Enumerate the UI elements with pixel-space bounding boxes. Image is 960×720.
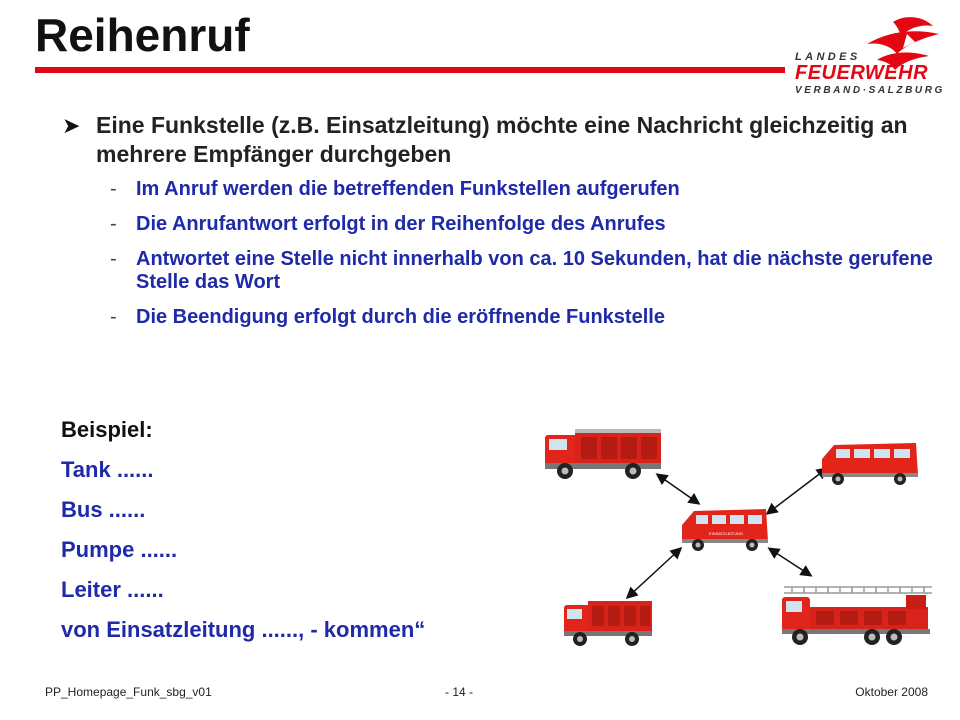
link-arrow bbox=[770, 549, 810, 575]
pump-truck-icon bbox=[564, 601, 652, 646]
link-arrow bbox=[628, 549, 680, 597]
sub-bullet bbox=[110, 213, 950, 236]
footer-date: Oktober 2008 bbox=[855, 685, 928, 699]
landesfeuerwehr-logo bbox=[795, 14, 955, 100]
sub-bullet-text: Die Beendigung erfolgt durch die eröffnende Funkstelle bbox=[136, 306, 665, 328]
logo-bottom-text: VERBAND·SALZBURG bbox=[795, 85, 945, 96]
bus-van-icon bbox=[822, 443, 918, 485]
command-van-label: EINSATZLEITUNG bbox=[709, 531, 743, 536]
sub-bullet bbox=[110, 306, 950, 329]
radio-call-diagram bbox=[530, 415, 950, 655]
title-underline bbox=[35, 67, 785, 73]
sub-bullet-text: Die Anrufantwort erfolgt in der Reihenfolge des Anrufes bbox=[136, 213, 666, 235]
arrow-bullet-icon: ➤ bbox=[62, 113, 81, 138]
logo-main-text: FEUERWEHR bbox=[795, 62, 929, 84]
slide-title: Reihenruf bbox=[35, 9, 250, 61]
logo-top-text: LANDES bbox=[795, 51, 861, 63]
example-line: von Einsatzleitung ......, - kommen“ bbox=[61, 617, 426, 642]
sub-bullet bbox=[110, 248, 950, 294]
example-line: Bus ...... bbox=[61, 497, 146, 522]
example-heading: Beispiel: bbox=[61, 417, 153, 442]
example-line: Pumpe ...... bbox=[61, 537, 178, 562]
dash-bullet: - bbox=[110, 248, 117, 270]
ladder-truck-icon bbox=[782, 587, 932, 645]
link-arrow bbox=[768, 469, 826, 513]
main-bullet-text: Eine Funkstelle (z.B. Einsatzleitung) möchte eine Nachricht gleichzeitig an mehrere Empfänger durchgeben bbox=[96, 112, 908, 167]
sub-bullet-text: Im Anruf werden die betreffenden Funkstellen aufgerufen bbox=[136, 178, 680, 200]
dash-bullet: - bbox=[110, 213, 117, 235]
tank-truck-icon bbox=[545, 429, 661, 479]
dash-bullet: - bbox=[110, 178, 117, 200]
sub-bullet-list bbox=[110, 178, 950, 341]
footer-page-number: - 14 - bbox=[445, 685, 474, 699]
main-bullet bbox=[62, 111, 942, 169]
dash-bullet: - bbox=[110, 306, 117, 328]
example-block bbox=[61, 418, 425, 658]
example-line: Tank ...... bbox=[61, 457, 154, 482]
footer-filename: PP_Homepage_Funk_sbg_v01 bbox=[45, 685, 212, 699]
sub-bullet-text: Antwortet eine Stelle nicht innerhalb von ca. 10 Sekunden, hat die nächste gerufene Stelle das Wort bbox=[136, 248, 933, 293]
command-van-icon bbox=[682, 509, 768, 551]
link-arrow bbox=[658, 475, 698, 503]
sub-bullet bbox=[110, 178, 950, 201]
example-line: Leiter ...... bbox=[61, 577, 164, 602]
